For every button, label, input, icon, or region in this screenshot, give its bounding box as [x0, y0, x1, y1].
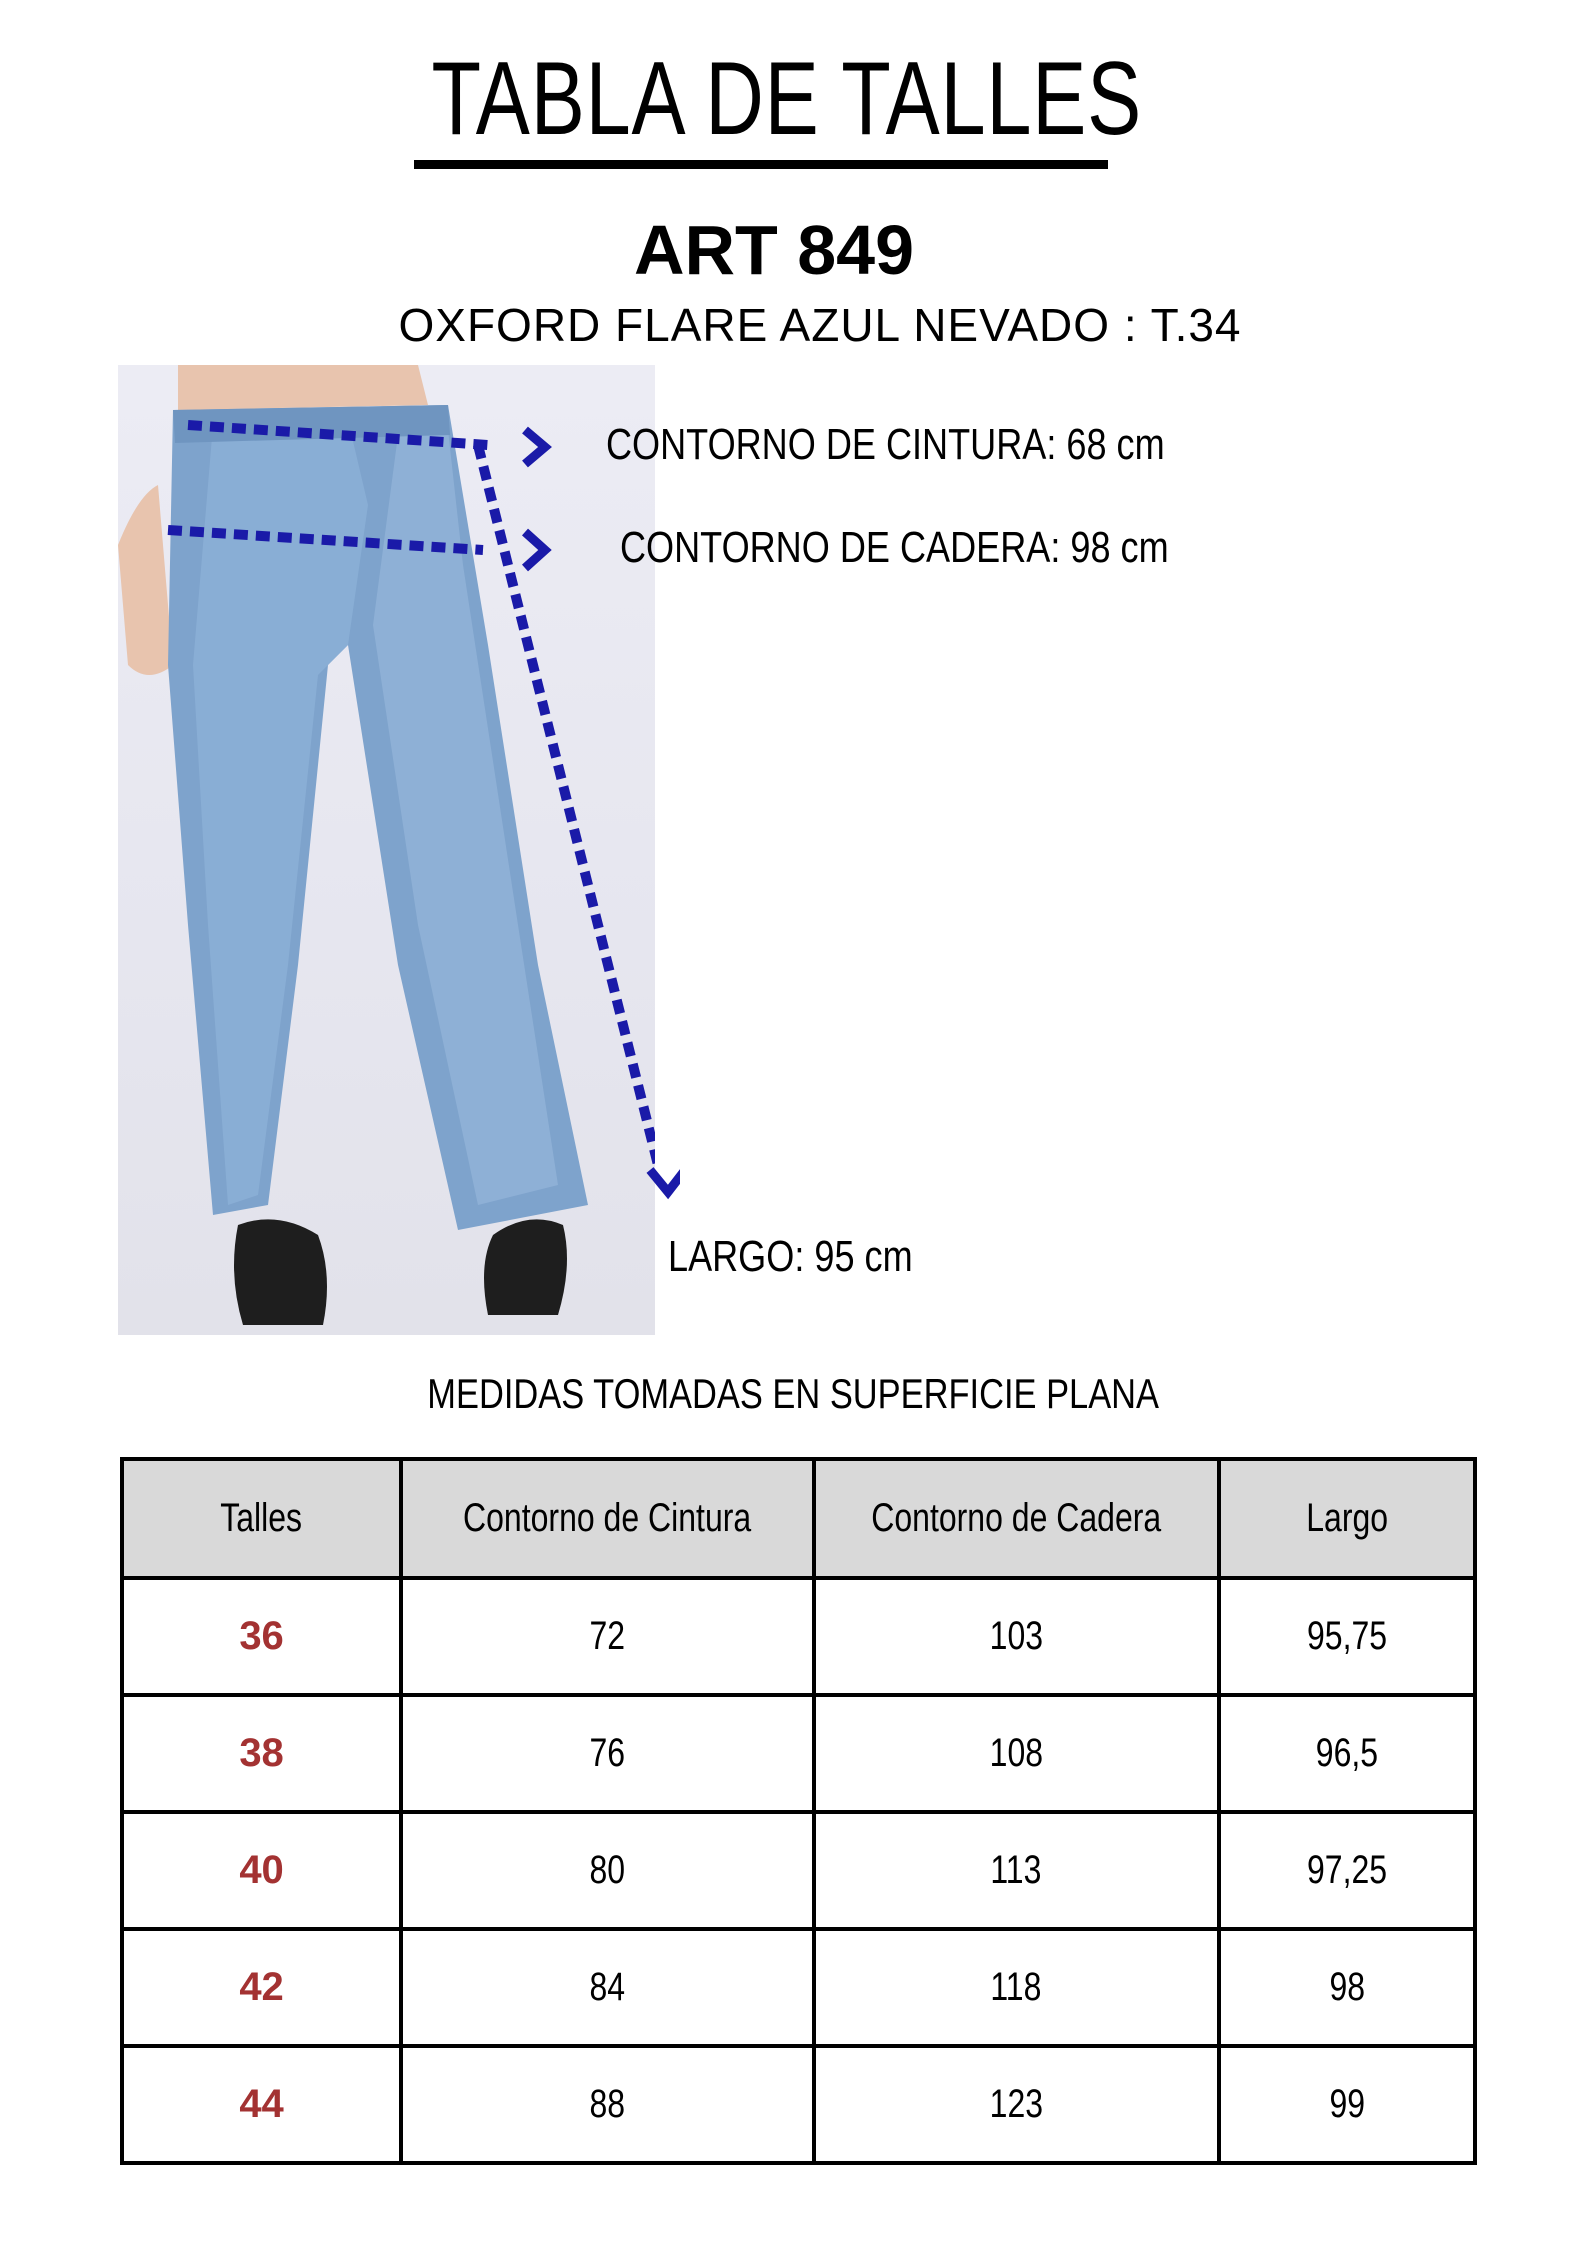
table-row — [122, 1812, 1475, 1929]
size-cell: 40 — [122, 1812, 401, 1929]
hip-measurement: CONTORNO DE CADERA: 98 cm — [620, 523, 1169, 572]
size-cell: 42 — [122, 1929, 401, 2046]
hip-cell: 118 — [814, 1929, 1219, 2046]
size-table — [120, 1457, 1477, 2165]
product-name: OXFORD FLARE AZUL NEVADO : T.34 — [398, 299, 1242, 351]
table-row — [122, 2046, 1475, 2163]
size-cell: 38 — [122, 1695, 401, 1812]
hip-cell: 123 — [814, 2046, 1219, 2163]
waist-measurement: CONTORNO DE CINTURA: 68 cm — [606, 420, 1165, 469]
title-underline — [414, 160, 1108, 169]
waist-cell: 72 — [401, 1578, 814, 1695]
hip-cell: 103 — [814, 1578, 1219, 1695]
waist-cell: 76 — [401, 1695, 814, 1812]
header-hip: Contorno de Cadera — [814, 1459, 1219, 1578]
size-cell: 36 — [122, 1578, 401, 1695]
waist-cell: 88 — [401, 2046, 814, 2163]
waist-cell: 80 — [401, 1812, 814, 1929]
table-header-row — [122, 1459, 1475, 1578]
length-cell: 96,5 — [1219, 1695, 1475, 1812]
waist-cell: 84 — [401, 1929, 814, 2046]
length-measurement: LARGO: 95 cm — [668, 1232, 913, 1281]
table-row — [122, 1695, 1475, 1812]
header-waist: Contorno de Cintura — [401, 1459, 814, 1578]
table-row — [122, 1578, 1475, 1695]
table-row — [122, 1929, 1475, 2046]
length-cell: 97,25 — [1219, 1812, 1475, 1929]
page-title: TABLA DE TALLES — [431, 41, 1143, 157]
hip-cell: 113 — [814, 1812, 1219, 1929]
article-number: ART 849 — [633, 211, 915, 289]
measurement-note: MEDIDAS TOMADAS EN SUPERFICIE PLANA — [427, 1370, 1160, 1417]
size-cell: 44 — [122, 2046, 401, 2163]
hip-cell: 108 — [814, 1695, 1219, 1812]
length-cell: 98 — [1219, 1929, 1475, 2046]
header-sizes: Talles — [122, 1459, 401, 1578]
header-length: Largo — [1219, 1459, 1475, 1578]
length-cell: 95,75 — [1219, 1578, 1475, 1695]
length-cell: 99 — [1219, 2046, 1475, 2163]
